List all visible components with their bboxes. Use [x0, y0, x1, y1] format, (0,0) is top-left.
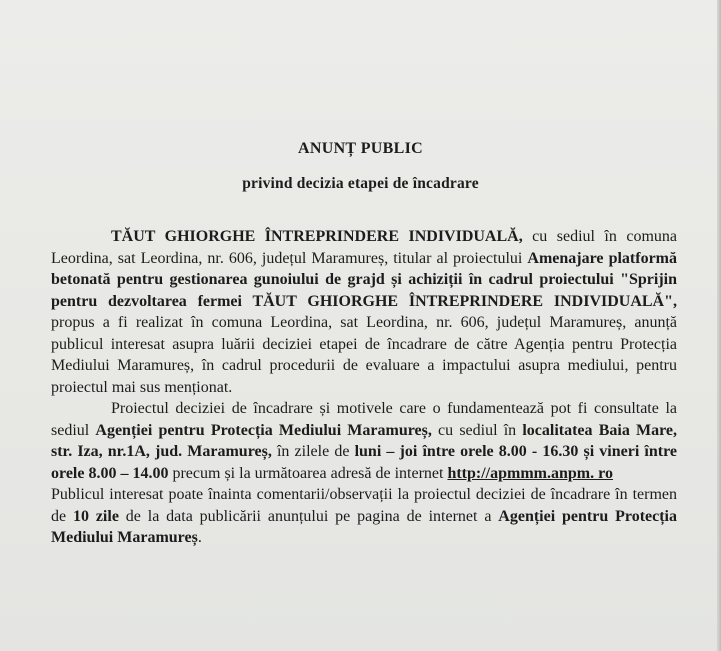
office-hours: luni – joi între orele 8.00 - 16.30 și vineri între orele 8.00 – 14.00 [51, 443, 678, 482]
applicant-name: TĂUT GHIORGHE ÎNTREPRINDERE INDIVIDUALĂ, [111, 228, 523, 245]
paragraph3-text-b: de la data publicării anunțului pe pagina de internet a [118, 507, 499, 525]
paragraph-announcement [51, 226, 677, 398]
agency-address: localitatea Baia Mare, str. Iza, nr.1A, jud. Maramureș, [51, 421, 677, 460]
paragraph3-text-c: . [197, 529, 202, 546]
paragraph2-text-b: cu sediul în [431, 421, 523, 439]
paragraph2-text-c: în zilele de [271, 443, 355, 460]
paragraph1-text-a: cu sediul în comuna Leordina, sat Leordina, nr. 606, județul Maramureș, titular al proiectului [51, 228, 677, 267]
page-edge-shadow [717, 0, 721, 651]
agency-name-closing: Agenției pentru Protecția Mediului Maramureș [51, 507, 677, 546]
paragraph2-text-d: precum și la următoarea adresă de internet [168, 464, 448, 482]
paragraph1-text-b: propus a fi realizat în comuna Leordina, sat Leordina, nr. 606, județul Maramureș, anunță publicul interesat asupra luării deciziei etapei de încadrare de către Agenția pentru Protecția Mediului Maramureș, în cadrul procedurii de evaluare a impactului asupra mediului, pentru proiectul mai sus menționat. [51, 314, 677, 396]
paragraph-comments [51, 484, 677, 549]
document-title: ANUNȚ PUBLIC [298, 140, 423, 157]
document-body [51, 226, 677, 549]
paragraph3-text-a: Publicul interesat poate înainta comentarii/observații la proiectul deciziei de încadrare în termen de [51, 486, 677, 525]
project-name: Amenajare platformă betonată pentru gestionarea gunoiului de grajd și achiziții în cadrul proiectului "Sprijin pentru dezvoltarea fermei TĂUT GHIORGHE ÎNTREPRINDERE INDIVIDUALĂ", [51, 249, 677, 310]
document-subtitle: privind decizia etapei de încadrare [242, 175, 479, 192]
deadline: 10 zile [72, 507, 119, 525]
agency-name: Agenției pentru Protecția Mediului Maramureș, [95, 421, 432, 439]
paragraph2-text-a: Proiectul deciziei de încadrare și motivele care o fundamentează pot fi consultate la sediul [51, 400, 677, 439]
paragraph-consultation [51, 398, 677, 484]
website-link[interactable]: http://apmmm.anpm. ro [447, 464, 613, 482]
